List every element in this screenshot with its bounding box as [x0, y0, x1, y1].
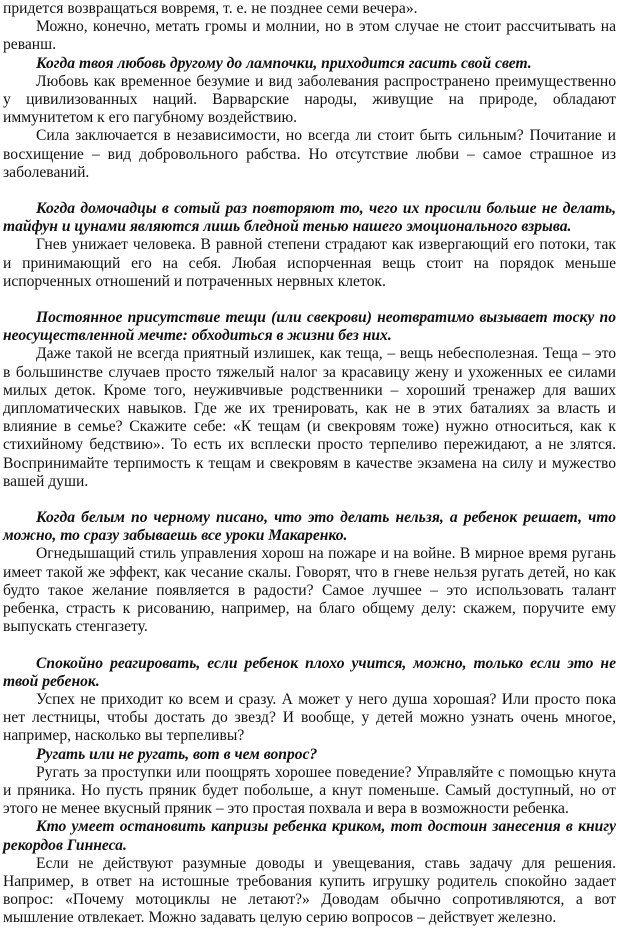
blank-line [3, 291, 616, 309]
paragraph: Любовь как временное безумие и вид заболевания распространено преимущественно у цивилизованных наций. Варварские народы, живущие на природе, обладают иммунитетом к его пагубному воздействию. [3, 72, 616, 127]
paragraph: Успех не приходит ко всем и сразу. А может у него душа хорошая? Или просто пока нет лестницы, чтобы достать до звезд? И вообще, у детей можно узнать очень многое, например, насколько вы терпеливы? [3, 690, 616, 745]
paragraph: Даже такой не всегда приятный излишек, как теща, – вещь небесполезная. Теща – это в большинстве случаев просто тяжелый налог за красавицу жену и ухоженных ее силами милых деток. Кроме того, неуживчивые родственники – хороший тренажер для ваших дипломатических навыков. Где же их тренировать, как не в этих баталиях за власть и влияние в семье? Скажите себе: «К тещам (и свекровям тоже) нужно относиться, как к стихийному бедствию». То есть их всплески просто терпеливо пережидают, а не злятся. Воспринимайте терпимость к тещам и свекровям в качестве экзамена на силу и мужество вашей души. [3, 345, 616, 490]
section-heading: Постоянное присутствие тещи (или свекрови) неотвратимо вызывает тоску по неосуществленной мечте: обходиться в жизни без них. [3, 309, 616, 345]
blank-line [3, 491, 616, 509]
section-heading: Кто умеет остановить капризы ребенка криком, тот достоин занесения в книгу рекордов Гиннеса. [3, 818, 616, 854]
section-heading: Спокойно реагировать, если ребенок плохо учится, можно, только если это не твой ребенок. [3, 654, 616, 690]
section-heading: Когда домочадцы в сотый раз повторяют то, чего их просили больше не делать, тайфун и цунами являются лишь бледной тенью нашего эмоционального взрыва. [3, 200, 616, 236]
paragraph: Гнев унижает человека. В равной степени страдают как извергающий его потоки, так и принимающий его на себя. Любая испорченная вещь стоит на порядок меньше испорченных отношений и потраченных нервных клеток. [3, 236, 616, 290]
blank-line [3, 182, 616, 200]
paragraph: Если не действуют разумные доводы и увещевания, ставь задачу для решения. Например, в ответ на истошные требования купить игрушку родитель спокойно задает вопрос: «Почему мотоциклы не летают?» Доводам обычно сопротивляются, а вот мышление отвлекает. Можно задавать целую серию вопросов – действует железно. [3, 854, 616, 927]
section-heading: Когда белым по черному писано, что это делать нельзя, а ребенок решает, что можно, то сразу забываешь все уроки Макаренко. [3, 509, 616, 545]
section-heading: Когда твоя любовь другому до лампочки, приходится гасить свой свет. [36, 54, 532, 72]
section-heading: Ругать или не ругать, вот в чем вопрос? [36, 745, 318, 763]
paragraph-continuation: придется возвращаться вовремя, т. е. не позднее семи вечера». [3, 0, 418, 17]
paragraph: Огнедышащий стиль управления хорош на пожаре и на войне. В мирное время ругань имеет такой же эффект, как чесание скалы. Говорят, что в гневе нельзя ругать детей, но как будто такое желание появляется в радости? Самое лучшее – это использовать талант ребенка, страсть к рисованию, например, на благо общему делу: скажем, поручите ему выпускать стенгазету. [3, 545, 616, 636]
paragraph: Ругать за проступки или поощрять хорошее поведение? Управляйте с помощью кнута и пряника. Но пусть пряник будет побольше, а кнут поменьше. Самый доступный, но от этого не менее вкусный пряник – это простая похвала и вера в возможности ребенка. [3, 763, 616, 818]
blank-line [3, 637, 616, 655]
paragraph: Сила заключается в независимости, но всегда ли стоит быть сильным? Почитание и восхищение – вид добровольного рабства. Но отсутствие любви – самое страшное из заболеваний. [3, 127, 616, 181]
paragraph: Можно, конечно, метать громы и молнии, но в этом случае не стоит рассчитывать на реванш. [3, 18, 616, 54]
